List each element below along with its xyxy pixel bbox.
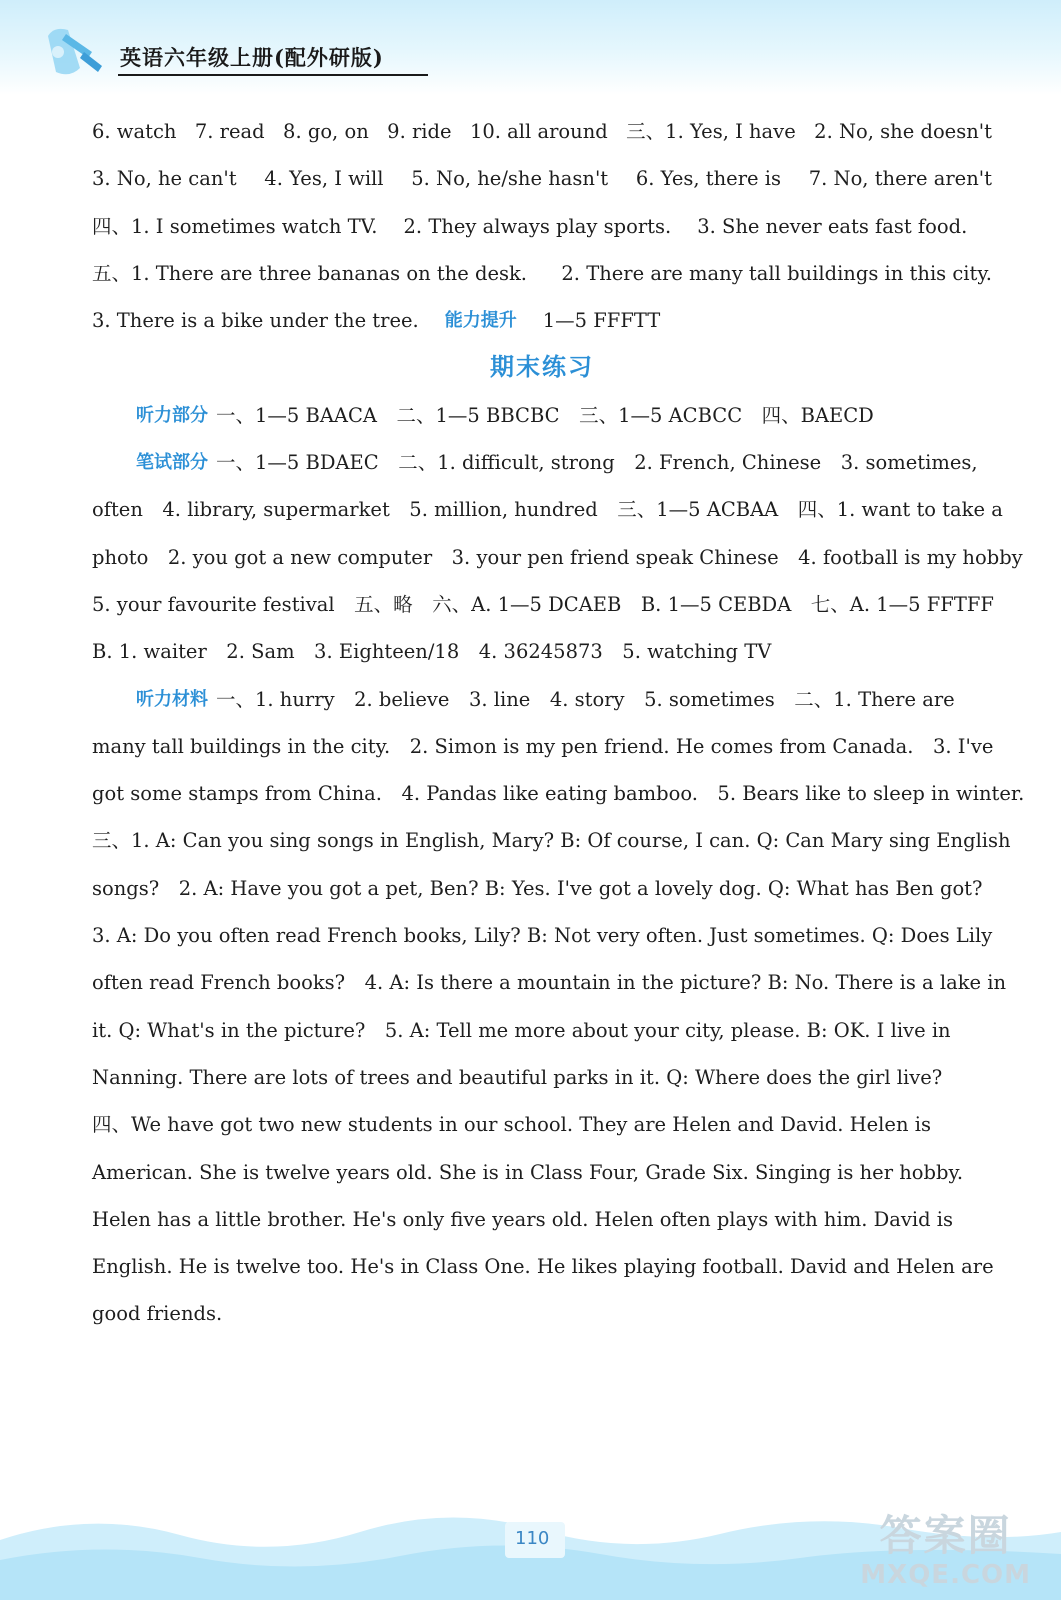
answer-item: 9. ride [387,120,452,143]
material-line [92,959,1007,1006]
material-line [92,912,992,959]
material-line [92,1007,992,1054]
material-line [92,817,1011,864]
material-text: many tall buildings in the city. 2. Simon is my pen friend. He comes from Canada. 3. I've [92,734,994,758]
answer-item: 7. No, there aren't [808,167,992,191]
ability-label: 能力提升 [444,310,517,332]
material-text: Helen has a little brother. He's only five years old. Helen often plays with him. David is [92,1207,954,1231]
material-text: it. Q: What's in the picture? 5. A: Tell me more about your city, please. B: OK. I live in [92,1018,951,1042]
written-line-4 [92,581,992,628]
material-text: songs? 2. A: Have you got a pet, Ben? B: Yes. I've got a lovely dog. Q: What has Ben got? [92,876,983,900]
written-line-1 [92,439,992,486]
material-text: Nanning. There are lots of trees and beautiful parks in it. Q: Where does the girl live? [92,1065,943,1089]
material-line [92,1290,992,1337]
answer-item: 8. go, on [283,120,369,143]
material-line [92,770,1025,817]
material-line [92,1149,992,1196]
answer-line-4 [92,250,992,297]
listening-line [92,392,992,439]
title-underline [118,74,428,76]
material-text: 一、1. hurry 2. believe 3. line 4. story 5. sometimes 二、1. There are [216,687,955,711]
written-answers: B. 1. waiter 2. Sam 3. Eighteen/18 4. 36245873 5. watching TV [92,640,772,664]
answer-item: 五、1. There are three bananas on the desk. [92,261,528,285]
answer-content [92,108,1025,1338]
answer-item: 2. There are many tall buildings in this city. [561,261,992,285]
material-text: good friends. [92,1302,223,1326]
page-number: 110 [515,1528,550,1549]
listening-answers: 一、1—5 BAACA 二、1—5 BBCBC 三、1—5 ACBCC 四、BAECD [216,403,874,427]
material-text: got some stamps from China. 4. Pandas like eating bamboo. 5. Bears like to sleep in winter. [92,782,1025,806]
material-line [92,1101,992,1148]
answer-item: 2. They always play sports. [403,214,672,238]
material-text: English. He is twelve too. He's in Class One. He likes playing football. David and Helen are [92,1255,994,1279]
answer-item: 三、1. Yes, I have [626,120,796,143]
watermark-text: 答案圈 [879,1511,1012,1560]
written-label: 笔试部分 [136,452,208,474]
material-line [92,1196,992,1243]
written-answers: often 4. library, supermarket 5. million, hundred 三、1—5 ACBAA 四、1. want to take a [92,498,1003,522]
book-title: 英语六年级上册(配外研版) [120,45,384,70]
answer-item: 7. read [194,120,265,143]
section-title: 期末练习 [490,353,594,382]
answer-item: 6. watch [92,120,177,143]
material-line-1 [92,676,992,723]
material-text: 三、1. A: Can you sing songs in English, Mary? B: Of course, I can. Q: Can Mary sing English [92,829,1011,853]
answer-item: 3. There is a bike under the tree. [92,309,419,333]
material-text: 3. A: Do you often read French books, Lily? B: Not very often. Just sometimes. Q: Does Lily [92,924,993,948]
written-answers: 一、1—5 BDAEC 二、1. difficult, strong 2. French, Chinese 3. sometimes, [216,451,978,475]
material-line [92,723,992,770]
answer-line-2 [92,155,992,202]
written-line-5 [92,628,992,675]
answer-item: 5. No, he/she hasn't [411,167,609,191]
material-label: 听力材料 [136,688,208,710]
pencil-cup-icon [40,22,110,84]
written-line-3 [92,534,1023,581]
material-line [92,865,992,912]
answer-line-1 [92,108,992,155]
written-answers: photo 2. you got a new computer 3. your pen friend speak Chinese 4. football is my hobby [92,545,1023,569]
material-line [92,1054,992,1101]
watermark-logo [860,1512,1031,1590]
answer-item: 10. all around [469,120,608,143]
material-line [92,1243,992,1290]
answer-item: 3. No, he can't [92,167,237,191]
written-answers: 5. your favourite festival 五、略 六、A. 1—5 DCAEB B. 1—5 CEBDA 七、A. 1—5 FFTFF [92,592,994,616]
answer-item: 2. No, she doesn't [814,120,992,143]
material-text: American. She is twelve years old. She is in Class Four, Grade Six. Singing is her hobby. [92,1160,964,1184]
answer-item: 四、1. I sometimes watch TV. [92,214,378,238]
material-text: 四、We have got two new students in our school. They are Helen and David. Helen is [92,1113,931,1137]
watermark-url: MXQE.COM [860,1560,1031,1590]
material-text: often read French books? 4. A: Is there a mountain in the picture? B: No. There is a lake in [92,971,1007,995]
written-line-2 [92,486,1003,533]
answer-item: 3. She never eats fast food. [697,214,968,238]
answer-item: 6. Yes, there is [635,167,782,191]
listening-label: 听力部分 [136,404,208,426]
answer-line-3 [92,203,992,250]
answer-item: 1—5 FFFTT [542,309,661,333]
answer-line-5 [92,297,992,344]
answer-item: 4. Yes, I will [264,167,384,191]
